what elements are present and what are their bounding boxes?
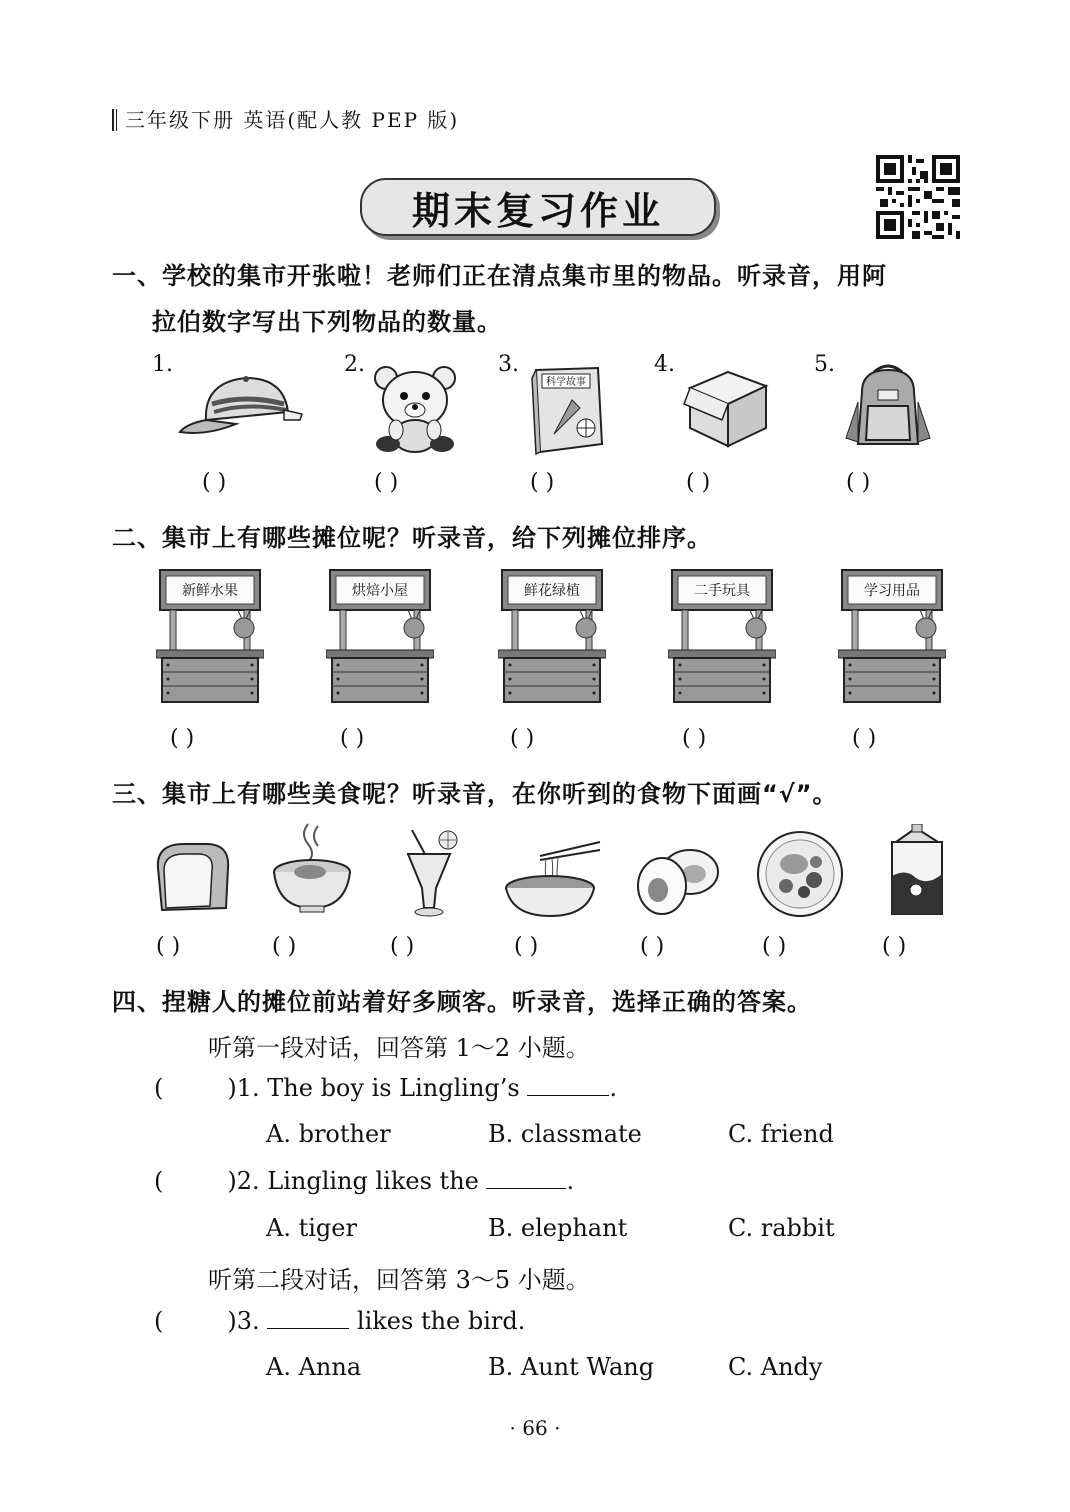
stall-2-icon (326, 568, 434, 704)
dialog-1-label: 听第一段对话，回答第 1～2 小题。 (208, 1034, 590, 1062)
juice-icon (398, 826, 460, 918)
item-number-4: 4. (654, 352, 675, 377)
stall-5-icon (838, 568, 946, 704)
q1-open-paren[interactable]: ( (154, 1074, 164, 1102)
section-4-instruction: 四、捏糖人的摊位前站着好多顾客。听录音，选择正确的答案。 (112, 988, 812, 1016)
book-label: 科学故事 (546, 377, 586, 388)
dialog-2-label: 听第二段对话，回答第 3～5 小题。 (208, 1266, 590, 1294)
stall-4-icon (668, 568, 776, 704)
q2-stem: )2. Lingling likes the (227, 1167, 487, 1195)
q2-option-a[interactable]: A. tiger (266, 1214, 357, 1242)
q1-blank[interactable] (527, 1077, 609, 1096)
q2-period: . (566, 1167, 575, 1195)
food-paren-5[interactable]: ( ) (640, 934, 665, 959)
teddy-bear-icon (372, 364, 458, 456)
q2-option-b[interactable]: B. elephant (488, 1214, 628, 1242)
q1-option-c[interactable]: C. friend (728, 1120, 834, 1148)
question-3 (154, 1307, 525, 1335)
q3-option-a[interactable]: A. Anna (266, 1353, 362, 1381)
backpack-icon (840, 362, 936, 452)
milk-icon (886, 824, 948, 918)
header-text: 三年级下册 英语(配人教 PEP 版) (125, 108, 460, 132)
stall-4-sign: 二手玩具 (694, 583, 750, 599)
page-number: · 66 · (509, 1416, 561, 1440)
stall-3-icon (498, 568, 606, 704)
food-paren-3[interactable]: ( ) (390, 934, 415, 959)
stall-paren-3[interactable]: ( ) (510, 726, 535, 751)
food-paren-7[interactable]: ( ) (882, 934, 907, 959)
stall-paren-2[interactable]: ( ) (340, 726, 365, 751)
q1-option-b[interactable]: B. classmate (488, 1120, 642, 1148)
food-paren-1[interactable]: ( ) (156, 934, 181, 959)
page-title: 期末复习作业 (360, 178, 716, 236)
q3-option-c[interactable]: C. Andy (728, 1353, 823, 1381)
stall-3-sign: 鲜花绿植 (524, 583, 580, 599)
stall-paren-1[interactable]: ( ) (170, 726, 195, 751)
answer-paren-3[interactable]: ( ) (530, 470, 555, 495)
q1-option-a[interactable]: A. brother (266, 1120, 391, 1148)
q3-open-paren[interactable]: ( (154, 1307, 164, 1335)
q3-tail: likes the bird. (349, 1307, 526, 1335)
box-icon (682, 364, 772, 452)
food-paren-2[interactable]: ( ) (272, 934, 297, 959)
eggs-icon (634, 846, 722, 916)
question-2 (154, 1167, 574, 1195)
stall-1-icon (156, 568, 264, 704)
stall-1-sign: 新鲜水果 (182, 583, 238, 599)
section-3-instruction: 三、集市上有哪些美食呢？听录音，在你听到的食物下面画“√”。 (112, 780, 838, 808)
item-number-1: 1. (152, 352, 173, 377)
answer-paren-5[interactable]: ( ) (846, 470, 871, 495)
soup-icon (270, 820, 354, 916)
qr-code-icon (876, 155, 960, 239)
q3-option-b[interactable]: B. Aunt Wang (488, 1353, 655, 1381)
food-paren-6[interactable]: ( ) (762, 934, 787, 959)
item-number-5: 5. (814, 352, 835, 377)
header-bar-icon (112, 109, 117, 131)
q1-period: . (609, 1074, 618, 1102)
q3-blank[interactable] (267, 1310, 349, 1329)
running-header (112, 104, 459, 133)
stall-2-sign: 烘焙小屋 (352, 583, 408, 599)
cap-icon (176, 372, 306, 438)
answer-paren-1[interactable]: ( ) (202, 470, 227, 495)
q2-option-c[interactable]: C. rabbit (728, 1214, 835, 1242)
stall-5-sign: 学习用品 (864, 583, 920, 599)
answer-paren-4[interactable]: ( ) (686, 470, 711, 495)
q2-open-paren[interactable]: ( (154, 1167, 164, 1195)
section-2-instruction: 二、集市上有哪些摊位呢？听录音，给下列摊位排序。 (112, 524, 712, 552)
question-1 (154, 1074, 617, 1102)
section-1-instruction-line2: 拉伯数字写出下列物品的数量。 (152, 308, 502, 336)
stall-paren-4[interactable]: ( ) (682, 726, 707, 751)
stall-paren-5[interactable]: ( ) (852, 726, 877, 751)
item-number-3: 3. (498, 352, 519, 377)
bread-icon (154, 838, 234, 914)
q1-stem: )1. The boy is Lingling’s (227, 1074, 528, 1102)
book-icon (528, 364, 606, 456)
item-number-2: 2. (344, 352, 365, 377)
food-paren-4[interactable]: ( ) (514, 934, 539, 959)
answer-paren-2[interactable]: ( ) (374, 470, 399, 495)
q3-stem: )3. (227, 1307, 268, 1335)
section-1-instruction-line1: 一、学校的集市开张啦！老师们正在清点集市里的物品。听录音，用阿 (112, 262, 887, 290)
q2-blank[interactable] (486, 1170, 566, 1189)
salad-icon (756, 830, 844, 918)
noodles-icon (500, 838, 604, 918)
